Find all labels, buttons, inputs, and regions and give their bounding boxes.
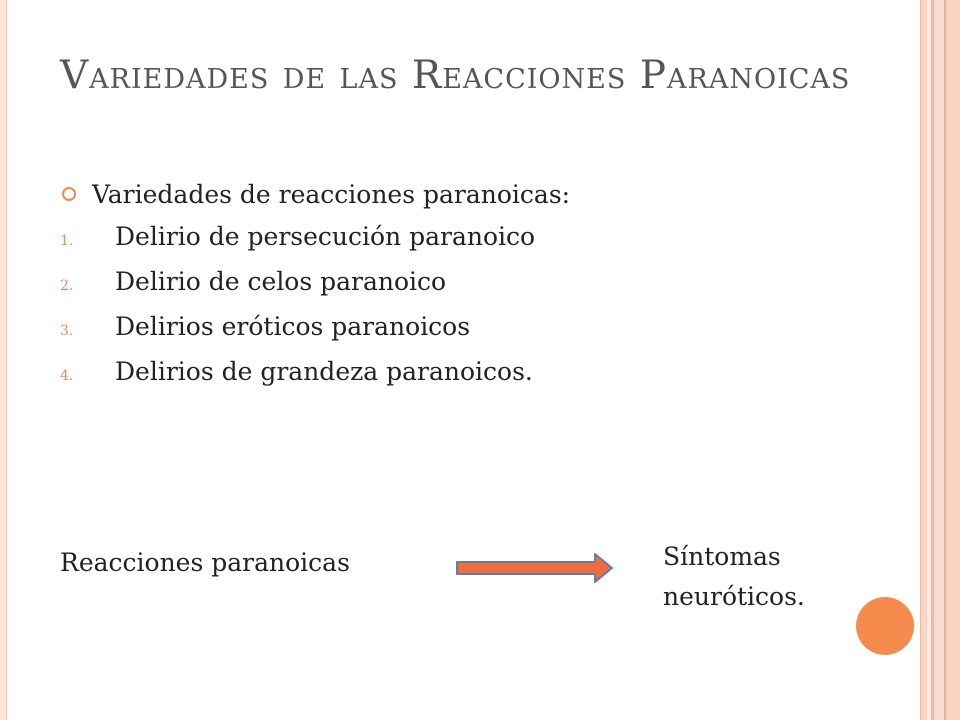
bullet-ring-icon bbox=[62, 187, 76, 201]
intro-bullet bbox=[60, 176, 570, 212]
list-number: 4. bbox=[60, 368, 74, 384]
list-number: 2. bbox=[60, 278, 74, 294]
flow-target-line: neuróticos. bbox=[663, 582, 805, 611]
list-item-text: Delirios de grandeza paranoicos. bbox=[115, 357, 533, 386]
list-item-text: Delirio de persecución paranoico bbox=[115, 222, 536, 251]
list-item bbox=[60, 267, 535, 312]
list-item-text: Delirios eróticos paranoicos bbox=[115, 312, 471, 341]
left-border-decoration bbox=[0, 0, 7, 720]
list-number: 3. bbox=[60, 323, 74, 339]
list-item bbox=[60, 357, 535, 402]
slide-title: Variedades de las Reacciones Paranoicas bbox=[60, 53, 851, 98]
right-stripe bbox=[934, 0, 944, 720]
list-item bbox=[60, 312, 535, 357]
flow-target-line: Síntomas bbox=[663, 542, 781, 571]
list-item-text: Delirio de celos paranoico bbox=[115, 267, 447, 296]
right-stripe bbox=[920, 0, 927, 720]
intro-text: Variedades de reacciones paranoicas: bbox=[92, 179, 571, 209]
right-stripe bbox=[946, 0, 960, 720]
arrow-right-icon bbox=[455, 551, 615, 585]
numbered-list bbox=[60, 222, 535, 402]
list-number: 1. bbox=[60, 233, 74, 249]
list-item bbox=[60, 222, 535, 267]
flow-target-text bbox=[663, 537, 805, 617]
decorative-circle-icon bbox=[856, 597, 914, 655]
flow-source-text: Reacciones paranoicas bbox=[60, 548, 350, 577]
